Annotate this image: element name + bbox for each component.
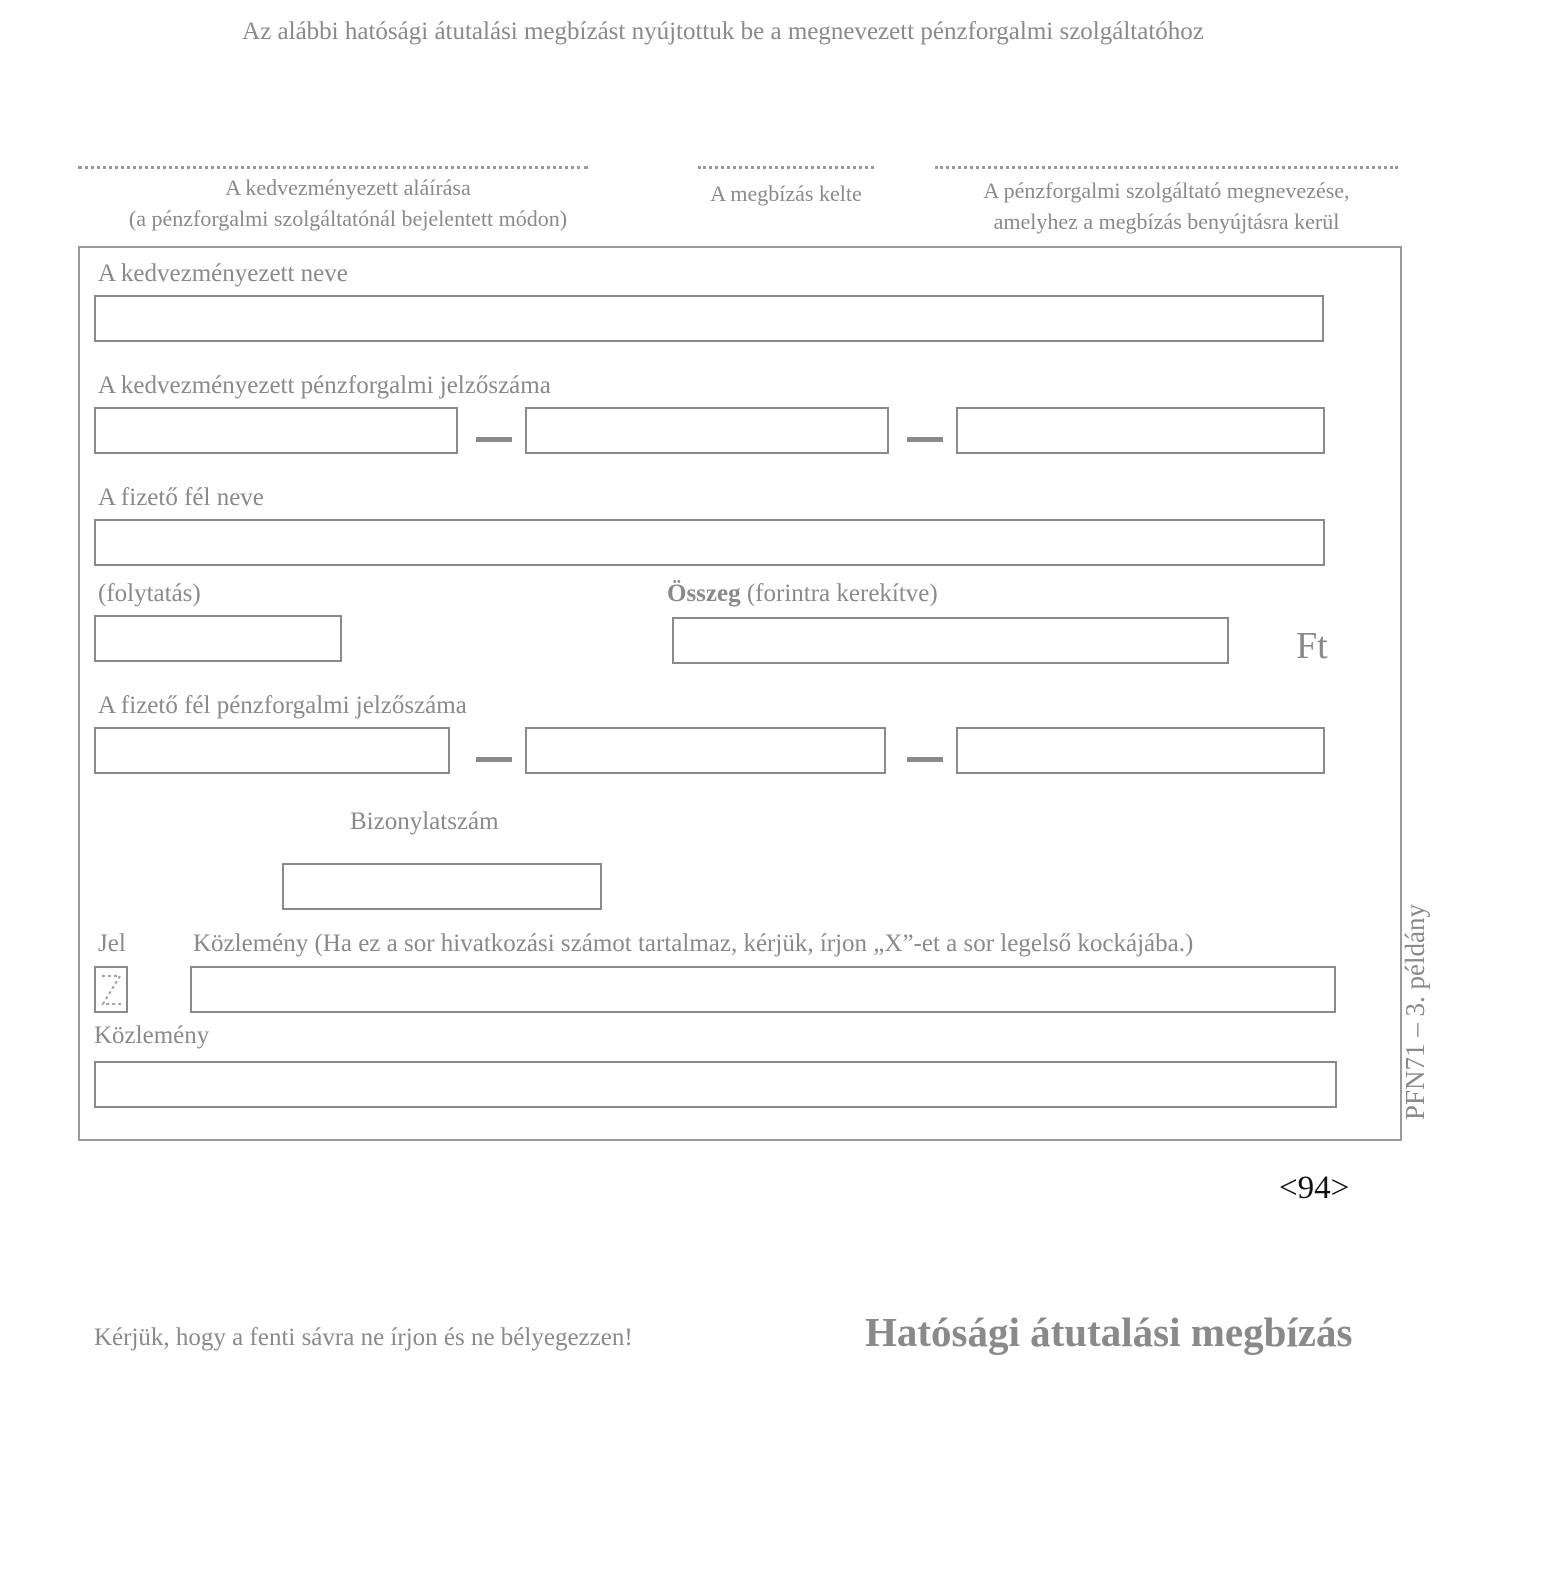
amount-label-bold: Összeg	[667, 580, 741, 607]
provider-caption-line1: A pénzforgalmi szolgáltató megnevezése,	[983, 178, 1350, 203]
continuation-label: (folytatás)	[98, 580, 201, 607]
date-line	[698, 166, 874, 169]
provider-line	[935, 166, 1398, 169]
beneficiary-account-field-2[interactable]	[525, 407, 889, 454]
provider-caption	[935, 175, 1398, 237]
beneficiary-account-field-3[interactable]	[956, 407, 1325, 454]
document-number-field[interactable]	[282, 863, 602, 910]
continuation-field[interactable]	[94, 615, 342, 662]
remark-field[interactable]	[94, 1061, 1337, 1108]
date-caption: A megbízás kelte	[710, 181, 862, 206]
signature-line	[78, 166, 588, 169]
currency-label: Ft	[1296, 625, 1328, 667]
payer-account-field-3[interactable]	[956, 727, 1325, 774]
copy-label: PFN71 – 3. példány	[1400, 904, 1430, 1120]
payer-account-label: A fizető fél pénzforgalmi jelzőszáma	[98, 692, 467, 719]
remark-instruction: Közlemény (Ha ez a sor hivatkozási számot tartalmaz, kérjük, írjon „X”-et a sor legelső kockájába.)	[193, 930, 1194, 957]
dash-separator	[476, 757, 512, 762]
footer-note: Kérjük, hogy a fenti sávra ne írjon és ne bélyegezzen!	[94, 1324, 633, 1351]
dash-separator	[907, 757, 943, 762]
amount-label-rest: (forintra kerekítve)	[740, 580, 938, 607]
beneficiary-name-label: A kedvezményezett neve	[98, 260, 348, 287]
signature-caption-line1: A kedvezményezett aláírása	[225, 175, 471, 200]
dash-separator	[907, 437, 943, 442]
form-title: Hatósági átutalási megbízás	[865, 1309, 1353, 1355]
remark-label: Közlemény	[94, 1022, 210, 1049]
signature-caption-line2: (a pénzforgalmi szolgáltatónál bejelentett módon)	[128, 206, 568, 231]
amount-field[interactable]	[672, 617, 1229, 664]
intro-text: Az alábbi hatósági átutalási megbízást nyújtottuk be a megnevezett pénzforgalmi szolgáltatóhoz	[242, 18, 1204, 45]
amount-label	[667, 580, 938, 608]
beneficiary-account-field-1[interactable]	[94, 407, 458, 454]
signature-caption	[78, 172, 618, 234]
payer-name-label: A fizető fél neve	[98, 484, 264, 511]
dash-separator	[476, 437, 512, 442]
x-mark-icon	[96, 968, 126, 1011]
payer-name-field[interactable]	[94, 519, 1325, 566]
payer-account-field-2[interactable]	[525, 727, 886, 774]
beneficiary-name-field[interactable]	[94, 295, 1324, 342]
beneficiary-account-label: A kedvezményezett pénzforgalmi jelzőszáma	[98, 372, 551, 399]
provider-caption-line2: amelyhez a megbízás benyújtásra kerül	[993, 209, 1340, 234]
page-number: <94>	[1279, 1170, 1350, 1206]
reference-mark-checkbox[interactable]	[94, 966, 128, 1013]
remark-reference-field[interactable]	[190, 966, 1336, 1013]
payer-account-field-1[interactable]	[94, 727, 450, 774]
mark-label: Jel	[98, 930, 126, 957]
document-number-label: Bizonylatszám	[350, 808, 499, 835]
